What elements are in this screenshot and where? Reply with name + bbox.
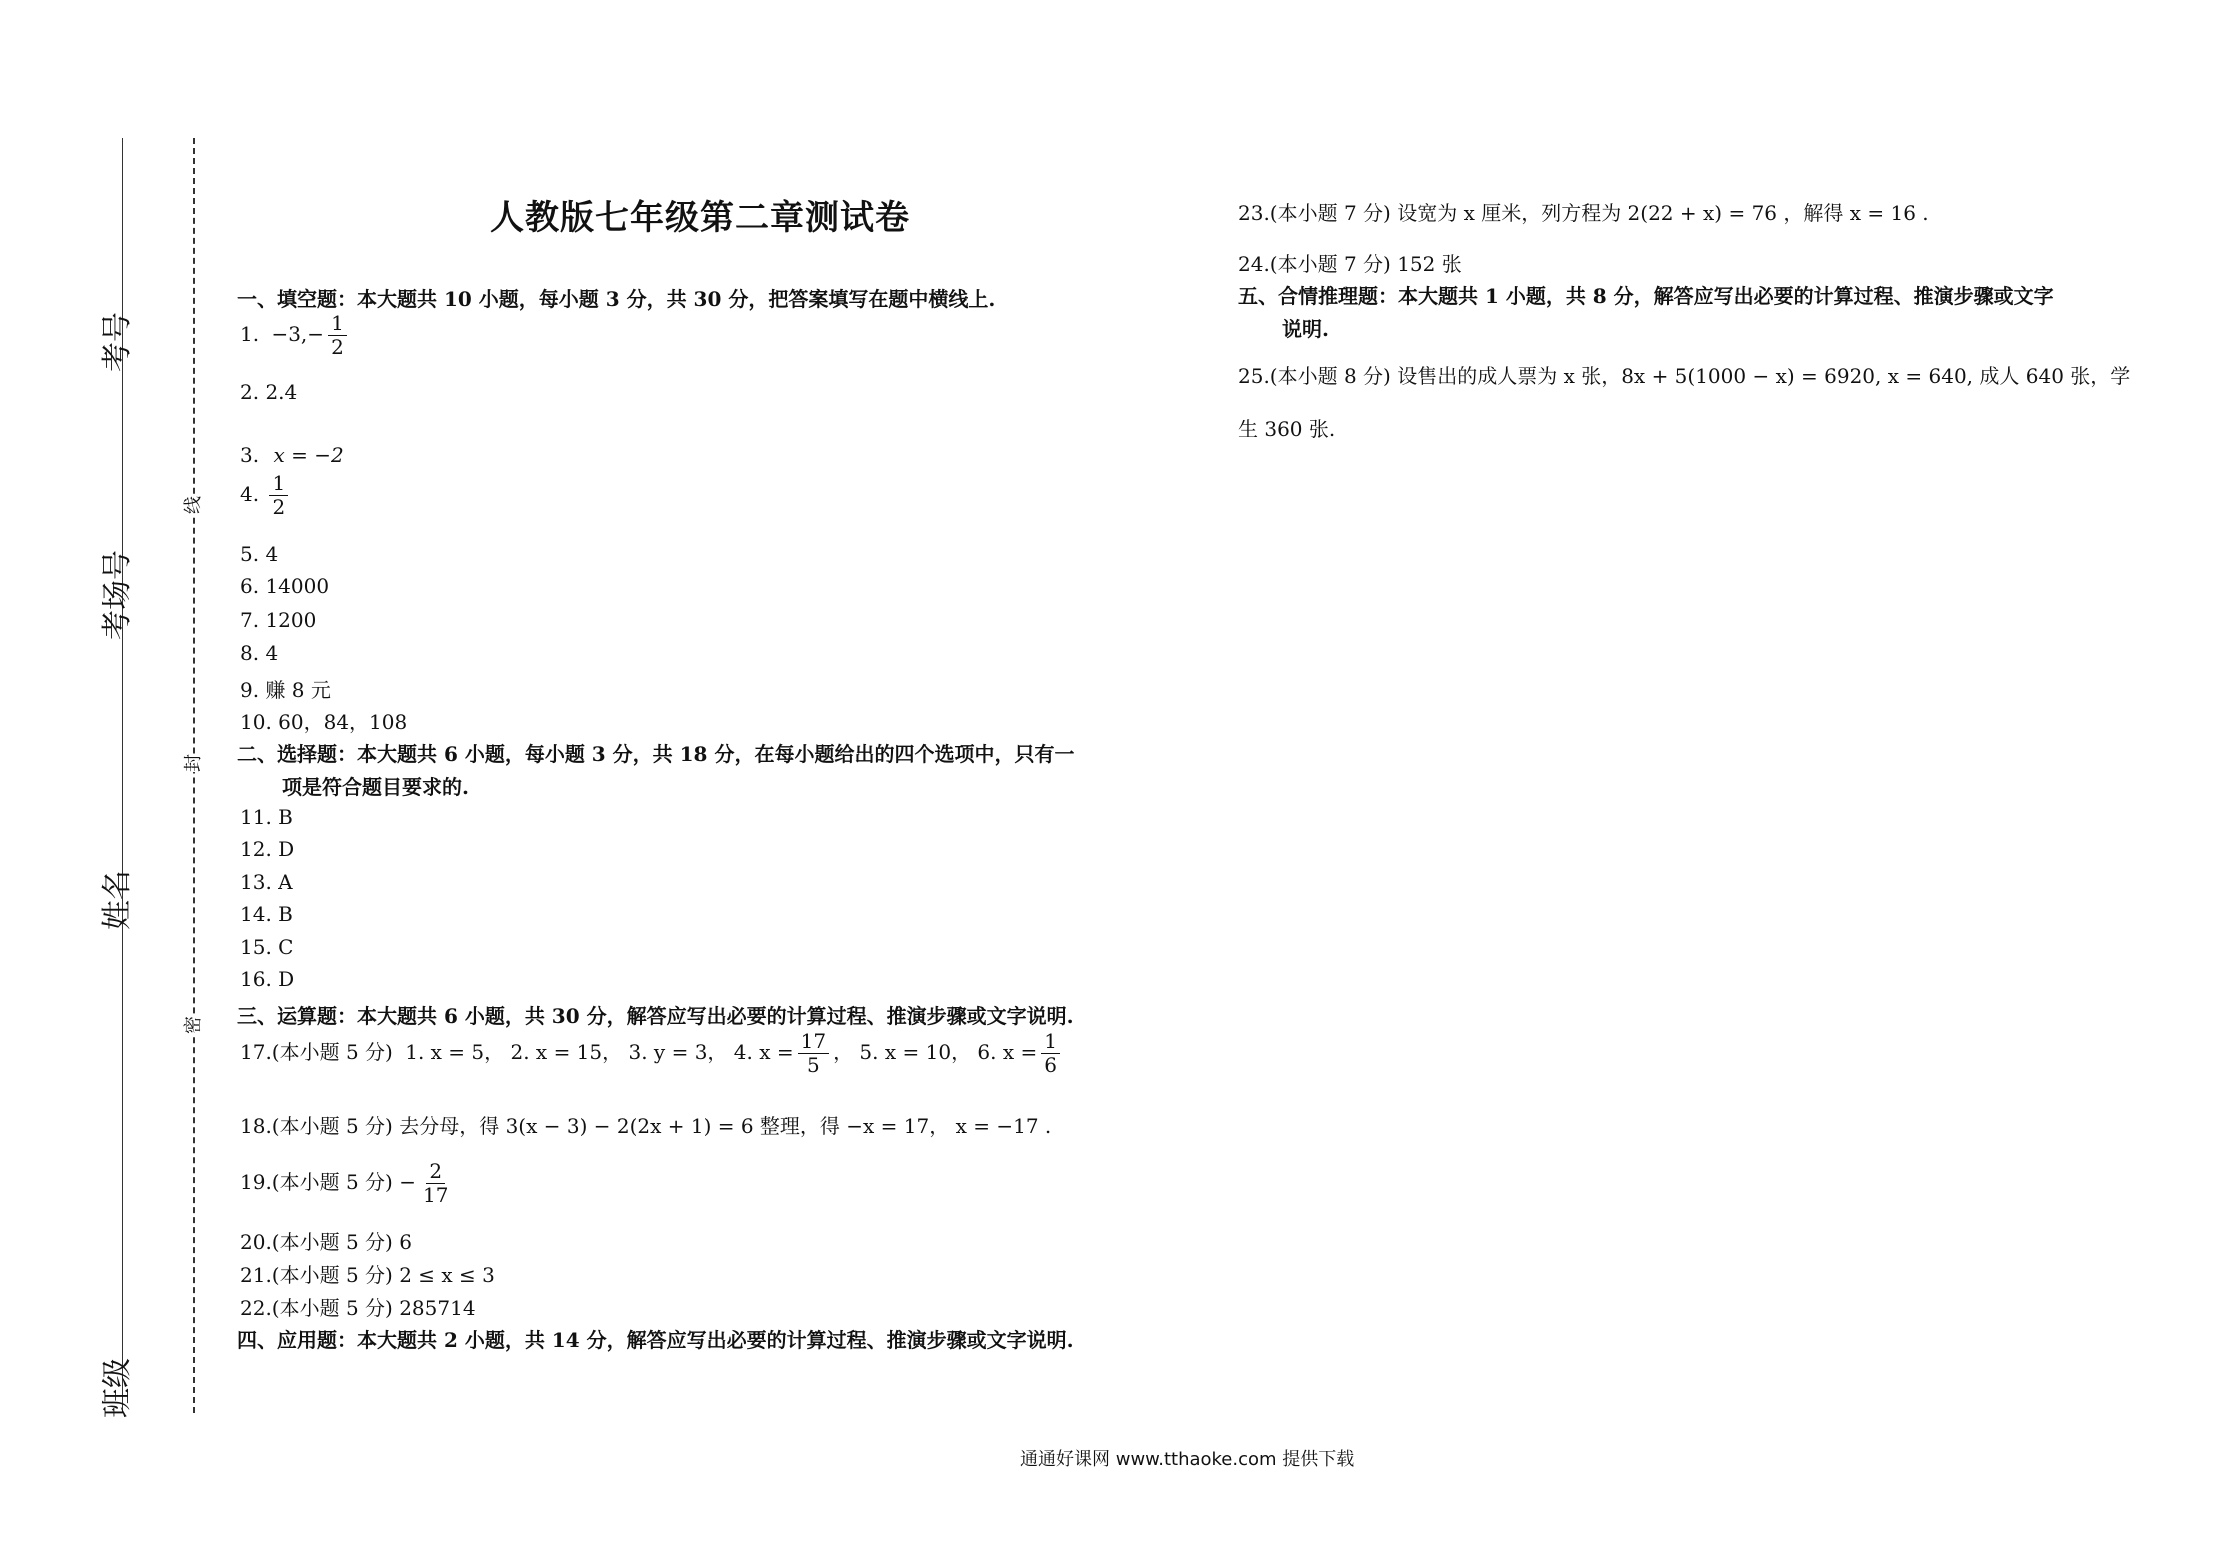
label-kaochanghao: 考场号 [100, 550, 135, 640]
label-xingming: 姓名 [100, 870, 135, 930]
page-title: 人教版七年级第二章测试卷 [490, 198, 910, 238]
answer-1-fraction [328, 312, 347, 359]
answer-18: 18.(本小题 5 分) 去分母，得 3(x − 3) − 2(2x + 1) = 6 整理，得 −x = 17， x = −17 . [240, 1114, 1052, 1138]
answer-17-tail: ， 5. x = 10， 6. x = [833, 1040, 1038, 1064]
answer-4-fraction [269, 472, 288, 519]
answer-4-prefix: 4. [240, 482, 260, 506]
answer-11: 11. B [240, 805, 293, 829]
answer-21: 21.(本小题 5 分) 2 ≤ x ≤ 3 [240, 1263, 495, 1287]
answer-1 [240, 312, 351, 359]
answer-1-expr: −3,− [271, 322, 325, 346]
seal-feng: 封 [179, 754, 205, 772]
answer-16: 16. D [240, 967, 295, 991]
answer-17-den-a: 5 [806, 1053, 820, 1077]
answer-24: 24.(本小题 7 分) 152 张 [1238, 252, 1462, 276]
answer-9: 9. 赚 8 元 [240, 678, 331, 702]
label-kaohao: 考号 [100, 312, 135, 372]
section-heading-1: 一、填空题：本大题共 10 小题，每小题 3 分，共 30 分，把答案填写在题中横线上. [237, 287, 996, 311]
answer-19-prefix: 19.(本小题 5 分) − [240, 1170, 416, 1194]
answer-1-num: 1 [328, 312, 347, 336]
answer-6: 6. 14000 [240, 574, 330, 598]
answer-10: 10. 60，84，108 [240, 710, 408, 734]
answer-17-prefix: 17.(本小题 5 分) [240, 1040, 393, 1064]
answer-19-num: 2 [426, 1160, 445, 1184]
section-heading-5-line1: 五、合情推理题：本大题共 1 小题，共 8 分，解答应写出必要的计算过程、推演步骤或文字 [1238, 284, 2054, 308]
answer-17-body: 1. x = 5， 2. x = 15， 3. y = 3， 4. x = [405, 1040, 794, 1064]
section-heading-4: 四、应用题：本大题共 2 小题，共 14 分，解答应写出必要的计算过程、推演步骤或文字说明. [237, 1328, 1074, 1352]
section-heading-3: 三、运算题：本大题共 6 小题，共 30 分，解答应写出必要的计算过程、推演步骤或文字说明. [237, 1004, 1074, 1028]
answer-17 [240, 1030, 1064, 1077]
answer-20: 20.(本小题 5 分) 6 [240, 1230, 412, 1254]
answer-4-num: 1 [269, 472, 288, 496]
answer-4-den: 2 [272, 495, 286, 519]
answer-22: 22.(本小题 5 分) 285714 [240, 1296, 476, 1320]
binding-line-dashed [193, 138, 195, 1413]
seal-xian: 线 [179, 496, 205, 514]
seal-mi: 密 [179, 1016, 205, 1034]
answer-5: 5. 4 [240, 542, 279, 566]
answer-1-prefix: 1. [240, 322, 260, 346]
answer-2: 2. 2.4 [240, 380, 298, 404]
answer-17-den-b: 6 [1044, 1053, 1058, 1077]
answer-23: 23.(本小题 7 分) 设宽为 x 厘米，列方程为 2(22 + x) = 76 ，解得 x = 16 . [1238, 201, 1929, 225]
answer-25-line2: 生 360 张. [1238, 417, 1336, 441]
answer-3-prefix: 3. [240, 443, 260, 467]
answer-15: 15. C [240, 935, 294, 959]
footer-credit: 通通好课网 www.tthaoke.com 提供下载 [1020, 1449, 1355, 1470]
answer-3 [240, 443, 344, 467]
answer-19-den: 17 [422, 1183, 449, 1207]
label-banji: 班级 [100, 1358, 135, 1418]
answer-19-fraction [420, 1160, 451, 1207]
answer-1-den: 2 [331, 335, 344, 359]
answer-13: 13. A [240, 870, 293, 894]
section-heading-2-line2: 项是符合题目要求的. [282, 775, 469, 799]
answer-7: 7. 1200 [240, 608, 317, 632]
answer-17-num-b: 1 [1041, 1030, 1060, 1054]
answer-12: 12. D [240, 837, 295, 861]
answer-19 [240, 1160, 455, 1207]
answer-3-expr: x = −2 [273, 443, 344, 467]
answer-17-fraction-b [1041, 1030, 1060, 1077]
section-heading-2-line1: 二、选择题：本大题共 6 小题，每小题 3 分，共 18 分，在每小题给出的四个选项中，只有一 [237, 742, 1075, 766]
answer-4 [240, 472, 292, 519]
answer-14: 14. B [240, 902, 293, 926]
answer-8: 8. 4 [240, 641, 279, 665]
section-heading-5-line2: 说明. [1282, 317, 1329, 341]
answer-25-line1: 25.(本小题 8 分) 设售出的成人票为 x 张，8x + 5(1000 − x) = 6920, x = 640, 成人 640 张，学 [1238, 364, 2131, 388]
answer-17-fraction-a [798, 1030, 829, 1077]
answer-17-num-a: 17 [798, 1030, 829, 1054]
